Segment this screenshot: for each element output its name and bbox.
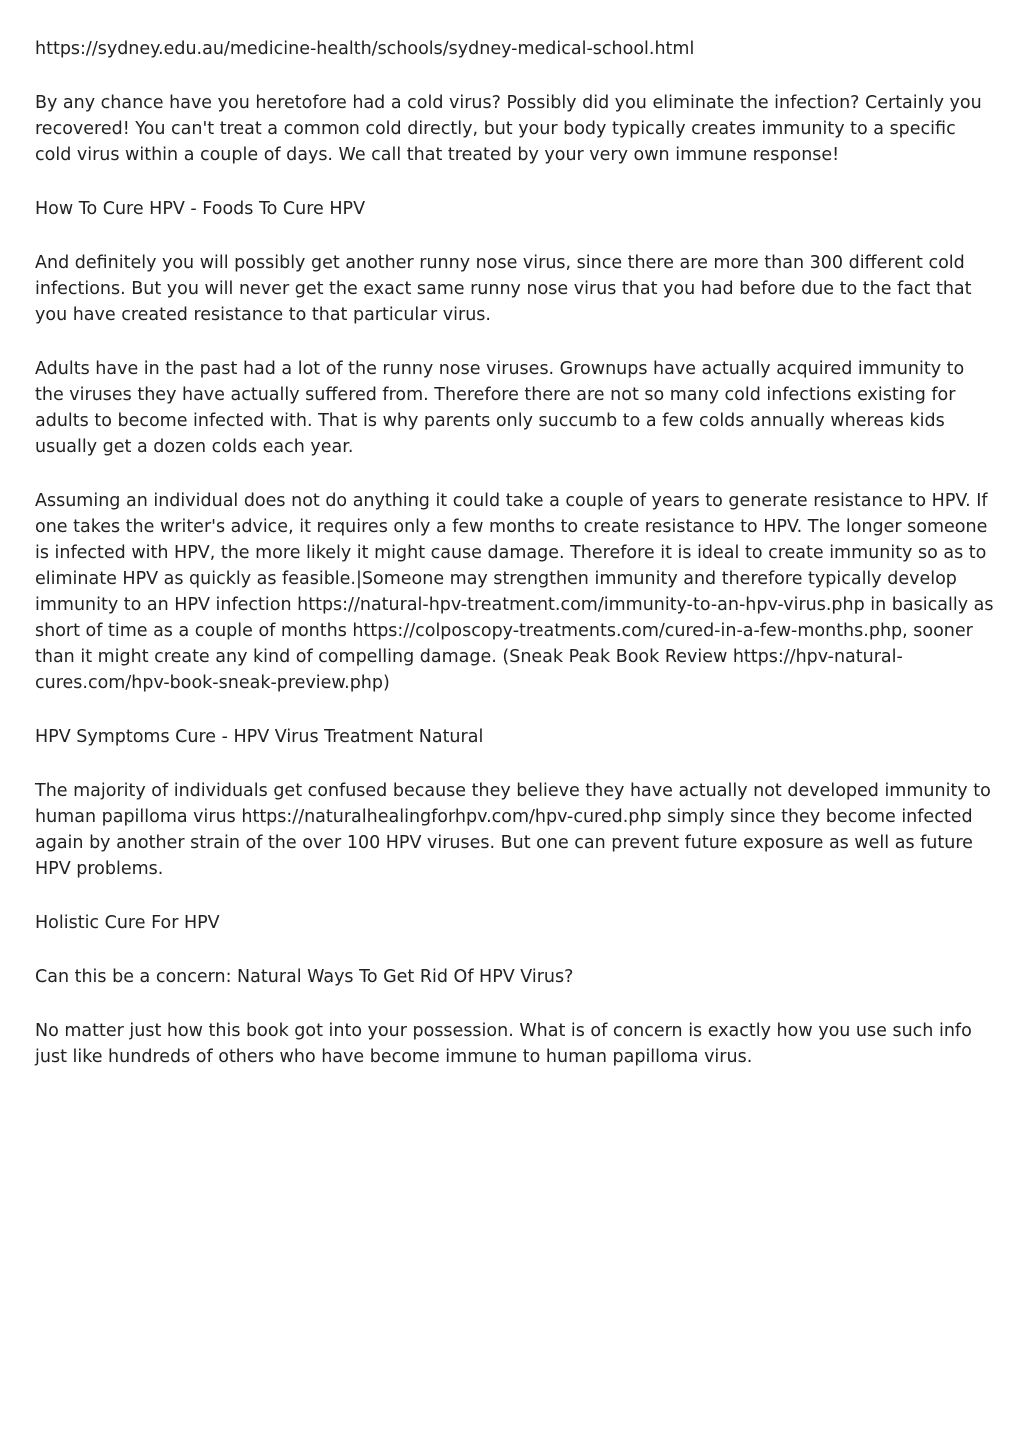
paragraph-majority-confused: The majority of individuals get confused because they believe they have actually not developed immunity to human papilloma virus https://naturalhealingforhpv.com/hpv-cured.php simply since they become infected again by another strain of the over 100 HPV viruses. But one can prevent future exposure as well as future HPV problems. [35, 781, 991, 879]
paragraph-cold-virus-intro: By any chance have you heretofore had a cold virus? Possibly did you eliminate the infection? Certainly you recovered! You can't treat a common cold directly, but your body typically creates immunity to a specific cold virus within a couple of days. We call that treated by your very own immune response! [35, 93, 982, 165]
heading-holistic-cure: Holistic Cure For HPV [35, 913, 220, 933]
paragraph-adults-immunity: Adults have in the past had a lot of the runny nose viruses. Grownups have actually acquired immunity to the viruses they have actually suffered from. Therefore there are not so many cold infections existing for adults to become infected with. That is why parents only succumb to a few colds annually whereas kids usually get a dozen colds each year. [35, 359, 965, 457]
paragraph-runny-nose-virus: And definitely you will possibly get another runny nose virus, since there are more than 300 different cold infections. But you will never get the exact same runny nose virus that you had before due to the fact that you have created resistance to that particular virus. [35, 253, 972, 325]
heading-foods-to-cure-hpv: How To Cure HPV - Foods To Cure HPV [35, 199, 366, 219]
paragraph-hpv-resistance: Assuming an individual does not do anything it could take a couple of years to generate resistance to HPV. If one takes the writer's advice, it requires only a few months to create resistance to HPV. The longer someone is infected with HPV, the more likely it might cause damage. Therefore it is ideal to create immunity so as to eliminate HPV as quickly as feasible.|Someone may strengthen immunity and therefore typically develop immunity to an HPV infection https://natural-hpv-treatment.com/immunity-to-an-hpv-virus.php in basically as short of time as a couple of months https://colposcopy-treatments.com/cured-in-a-few-months.php, sooner than it might create any kind of compelling damage. (Sneak Peak Book Review https://hpv-natural-cures.com/hpv-book-sneak-preview.php) [35, 491, 994, 693]
paragraph-closing: No matter just how this book got into your possession. What is of concern is exactly how you use such info just like hundreds of others who have become immune to human papilloma virus. [35, 1021, 972, 1067]
heading-natural-ways-question: Can this be a concern: Natural Ways To Get Rid Of HPV Virus? [35, 967, 574, 987]
source-url-line: https://sydney.edu.au/medicine-health/schools/sydney-medical-school.html [35, 39, 695, 59]
document-page [35, 36, 995, 1098]
heading-hpv-symptoms-cure: HPV Symptoms Cure - HPV Virus Treatment Natural [35, 727, 484, 747]
